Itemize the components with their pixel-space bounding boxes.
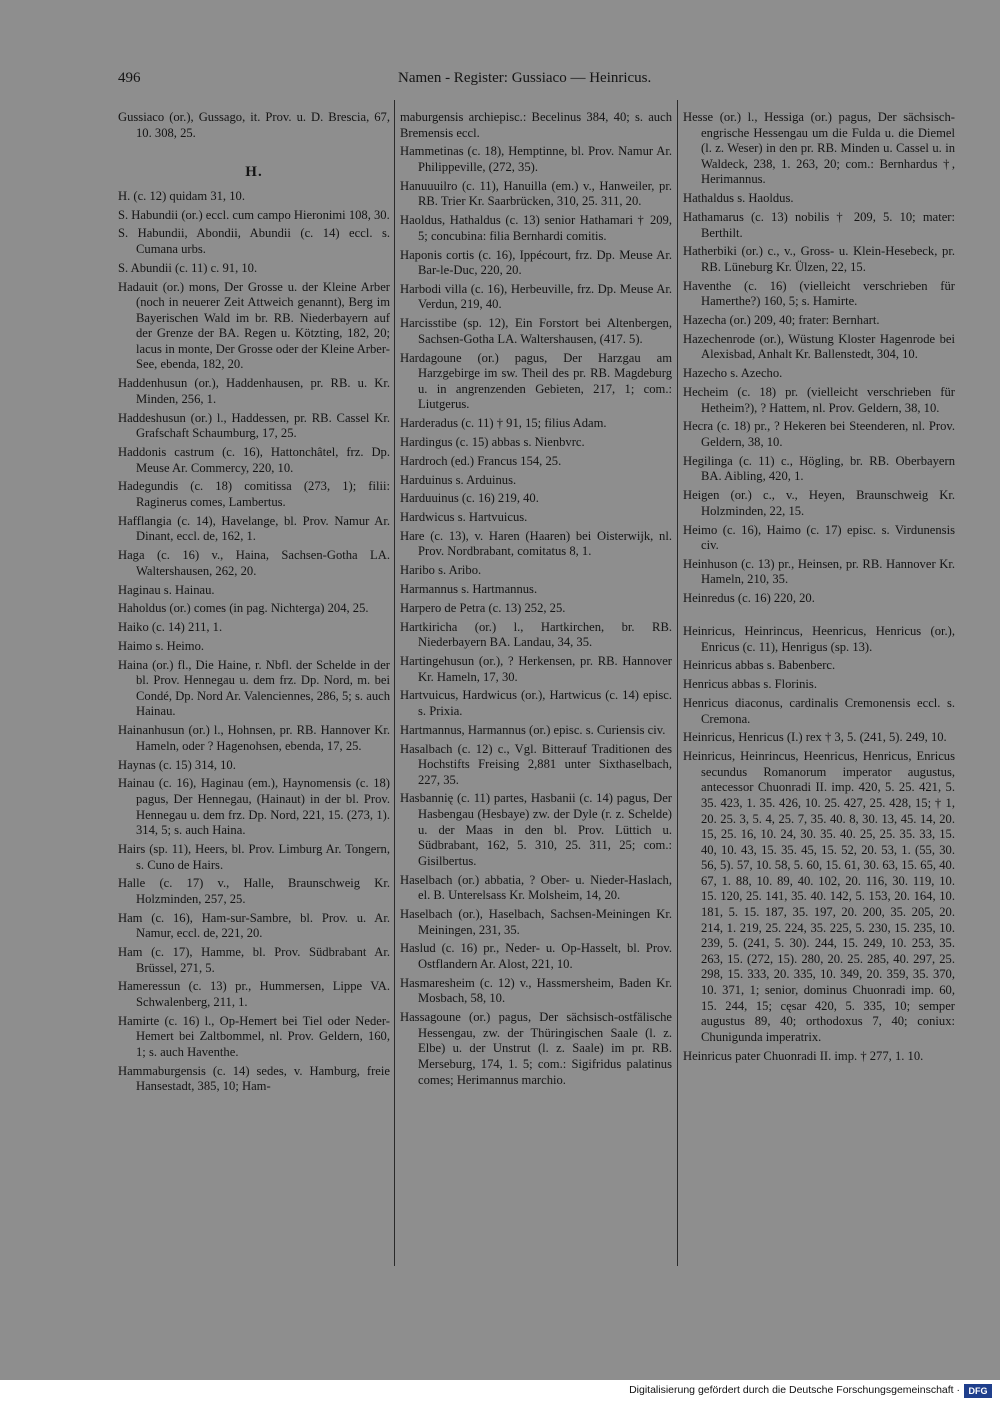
index-entry: Heinricus abbas s. Babenberc. bbox=[683, 658, 836, 673]
index-entry: Haribo s. Aribo. bbox=[400, 563, 482, 578]
index-entry: H. (c. 12) quidam 31, 10. bbox=[118, 188, 245, 203]
index-entry: S. Abundii (c. 11) c. 91, 10. bbox=[118, 260, 258, 275]
index-entry: Hatherbiki (or.) c., v., Gross- u. Klein-Hesebeck, pr. RB. Lüneburg Kr. Ülzen, 22, 15. bbox=[683, 244, 955, 274]
index-entry: Haginau s. Hainau. bbox=[118, 582, 215, 597]
index-entry: Haiko (c. 14) 211, 1. bbox=[118, 620, 223, 635]
index-entry: Hadauit (or.) mons, Der Grosse u. der Kleine Arber (noch in neuerer Zeit Attweich genannt), Berg im Bayerischen Wald im br. RB. Niederbayern auf der Grenze der BA. Regen u. Kötzting, 182, 20; lacus in monte, Der Grosse oder der Kleine Arber-See, ebenda, 182, 20. bbox=[118, 279, 390, 372]
index-entry: S. Habundii (or.) eccl. cum campo Hieronimi 108, 30. bbox=[118, 207, 390, 222]
index-entry: Heimo (c. 16), Haimo (c. 17) episc. s. Virdunensis civ. bbox=[683, 522, 955, 553]
index-entry: Hassagoune (or.) pagus, Der sächsisch-ostfälische Hessengau, zw. der Thüringischen Saale (l. z. Elbe) u. der Unstrut (l. z. Saale) im pr. RB. Merseburg, 174, 1. 5; com.: Sigifridus palatinus comes; Herimannus marchio. bbox=[400, 1010, 672, 1087]
index-entry: Haholdus (or.) comes (in pag. Nichterga) 204, 25. bbox=[118, 601, 369, 616]
index-entry: Hartkiricha (or.) l., Hartkirchen, br. RB. Niederbayern BA. Landau, 34, 35. bbox=[400, 619, 672, 650]
section-heading: H. bbox=[245, 164, 263, 181]
index-entry: Hecheim (c. 18) pr. (vielleicht verschrieben für Hetheim?), ? Hattem, nl. Prov. Geldern, 38, 10. bbox=[683, 385, 955, 415]
index-entry: Hathaldus s. Haoldus. bbox=[683, 191, 794, 206]
index-entry: Haselbach (or.) abbatia, ? Ober- u. Nieder-Haslach, el. B. Unterelsass Kr. Molsheim, 14, 20. bbox=[400, 872, 672, 903]
index-entry: Hathamarus (c. 13) nobilis † 209, 5. 10; mater: Berthilt. bbox=[683, 209, 955, 240]
index-entry: Hazecha (or.) 209, 40; frater: Bernhart. bbox=[683, 313, 880, 328]
index-entry: Hegilinga (c. 11) c., Högling, br. RB. Oberbayern BA. Aibling, 420, 1. bbox=[683, 453, 955, 484]
index-entry: Ham (c. 16), Ham-sur-Sambre, bl. Prov. u. Ar. Namur, eccl. de, 221, 20. bbox=[118, 910, 390, 941]
page-header bbox=[118, 70, 678, 94]
index-entry: Harcisstibe (sp. 12), Ein Forstort bei Altenbergen, Sachsen-Gotha LA. Waltershausen, (417. 5). bbox=[400, 316, 672, 346]
index-entry: Heinricus, Heinrincus, Heenricus, Henricus (or.), Enricus (c. 11), Henrigus (sp. 13). bbox=[683, 624, 955, 654]
index-entry: Hammetinas (c. 18), Hemptinne, bl. Prov. Namur Ar. Philippeville, (272, 35). bbox=[400, 144, 672, 174]
index-entry: Hameressun (c. 13) pr., Hummersen, Lippe VA. Schwalenberg, 211, 1. bbox=[118, 979, 390, 1009]
index-entry: Heinricus, Heinrincus, Heenricus, Henricus, Enricus secundus Romanorum imperator augustus, antecessor Chuonradi II. imp. 420, 5. 25. 421, 5. 35. 423, 1. 35. 426, 10. 25. 427, 25. 428, 15; † 1, 20. 25. 3, 5. 4, 25. 7, 35. 40. 8, 30. 13, 45. 14, 20. 15, 25. 16, 10. 24, 30. 35. 40. 25, 25. 35. 33, 15. 40, 10. 43, 15. 35. 45, 15. 52, 20. 53, 1. (55, 30. 56, 5). 57, 10. 58, 5. 60, 15. 61, 30. 63, 15. 65, 40. 67, 1. 88, 10. 89, 40. 102, 20. 116, 30. 119, 10. 15. 120, 25. 141, 35. 40. 142, 5. 153, 20. 164, 10. 181, 5. 15. 187, 35. 197, 20. 200, 35. 205, 20. 214, 1. 219, 25. 224, 35. 225, 5. 230, 15. 235, 10. 239, 5. (241, 5. 30). 244, 15. 249, 10. 253, 35. 263, 15. (272, 15). 280, 20. 25. 285, 40. 297, 25. 298, 15. 333, 20. 335, 10. 349, 20. 359, 35. 370, 10. 371, 1; senior, dominus Chuonradi imp. 60, 15. 244, 15; cęsar 420, 5. 335, 10; semper augustus 89, 40; orthodoxus 7, 40; coniux: Chunigunda imperatrix. bbox=[683, 749, 955, 1044]
index-entry: Haponis cortis (c. 16), Ippécourt, frz. Dp. Meuse Ar. Bar-le-Duc, 220, 20. bbox=[400, 247, 672, 278]
index-entry: Harderadus (c. 11) † 91, 15; filius Adam. bbox=[400, 416, 607, 431]
index-entry: Hecra (c. 18) pr., ? Hekeren bei Steenderen, nl. Prov. Geldern, 38, 10. bbox=[683, 419, 955, 449]
index-entry: Henricus abbas s. Florinis. bbox=[683, 677, 817, 692]
index-entry: Hardroch (ed.) Francus 154, 25. bbox=[400, 453, 562, 468]
dfg-logo: DFG bbox=[964, 1384, 992, 1398]
index-entry: Hartingehusun (or.), ? Herkensen, pr. RB. Hannover Kr. Hameln, 17, 30. bbox=[400, 653, 672, 684]
index-entry: Hafflangia (c. 14), Havelange, bl. Prov. Namur Ar. Dinant, eccl. de, 162, 1. bbox=[118, 513, 390, 544]
index-entry: Haoldus, Hathaldus (c. 13) senior Hathamari † 209, 5; concubina: filia Bernhardi comitis. bbox=[400, 213, 672, 243]
index-entry: Haynas (c. 15) 314, 10. bbox=[118, 757, 236, 772]
index-entry: Hazecho s. Azecho. bbox=[683, 366, 783, 381]
index-entry: Haselbach (or.), Haselbach, Sachsen-Meiningen Kr. Meiningen, 231, 35. bbox=[400, 907, 672, 937]
index-entry: Hesse (or.) l., Hessiga (or.) pagus, Der sächsisch-engrische Hessengau um die Fulda u. die Diemel (l. z. Weser) in den pr. RB. Minden u. Cassel u. in Waldeck, 238, 1. 263, 20; com.: Bernhardus †, Herimannus. bbox=[683, 110, 955, 187]
index-entry: S. Habundii, Abondii, Abundii (c. 14) eccl. s. Cumana urbs. bbox=[118, 226, 390, 256]
index-entry: Haina (or.) fl., Die Haine, r. Nbfl. der Schelde in der bl. Prov. Hennegau u. dem frz. Dp. Nord, m. bei Condé, Dp. Nord Ar. Valenciennes, 286, 5; s. auch Hainau. bbox=[118, 657, 390, 719]
index-entry: Haddonis castrum (c. 16), Hattonchâtel, frz. Dp. Meuse Ar. Commercy, 220, 10. bbox=[118, 445, 390, 475]
index-entry: Hainanhusun (or.) l., Hohnsen, pr. RB. Hannover Kr. Hameln, oder ? Hagenohsen, ebenda, 17, 25. bbox=[118, 723, 390, 753]
footer-bar bbox=[0, 1380, 1000, 1402]
funding-credit: Digitalisierung gefördert durch die Deutsche Forschungsgemeinschaft · bbox=[629, 1384, 960, 1396]
index-entry: Hainau (c. 16), Haginau (em.), Haynomensis (c. 18) pagus, Der Hennegau, (Hainaut) in der bl. Prov. Hennegau u. dem frz. Dp. Nord, 221, 15. (273, 1). 314, 5; s. auch Haina. bbox=[118, 776, 390, 838]
index-entry: Haimo s. Heimo. bbox=[118, 638, 205, 653]
index-entry: Harpero de Petra (c. 13) 252, 25. bbox=[400, 600, 566, 615]
index-entry: Haventhe (c. 16) (vielleicht verschrieben für Hamerthe?) 160, 5; s. Hamirte. bbox=[683, 278, 955, 309]
index-entry: Harduuinus (c. 16) 219, 40. bbox=[400, 491, 539, 506]
index-entry: Harduinus s. Arduinus. bbox=[400, 472, 517, 487]
index-entry: Ham (c. 17), Hamme, bl. Prov. Südbrabant Ar. Brüssel, 271, 5. bbox=[118, 945, 390, 975]
page-number: 496 bbox=[118, 70, 141, 86]
index-entry: Hartmannus, Harmannus (or.) episc. s. Curiensis civ. bbox=[400, 722, 666, 737]
index-entry: Hasbannię (c. 11) partes, Hasbanii (c. 14) pagus, Der Hasbengau (Hesbaye) zw. der Dyle (r. z. Schelde) u. der Maas in den bl. Prov. Lüttich u. Südbrabant, 162, 5. 310, 25. 311, 25; com.: Gisilbertus. bbox=[400, 791, 672, 868]
index-entry: Heinricus, Henricus (I.) rex † 3, 5. (241, 5). 249, 10. bbox=[683, 730, 947, 745]
column-1 bbox=[118, 110, 390, 1098]
index-entry: Hasmaresheim (c. 12) v., Hassmersheim, Baden Kr. Mosbach, 58, 10. bbox=[400, 975, 672, 1006]
index-entry: Hardwicus s. Hartvuicus. bbox=[400, 510, 528, 525]
index-entry: Harmannus s. Hartmannus. bbox=[400, 582, 538, 597]
column-2 bbox=[400, 110, 672, 1091]
index-entry: Heinredus (c. 16) 220, 20. bbox=[683, 591, 815, 606]
index-entry: Hairs (sp. 11), Heers, bl. Prov. Limburg Ar. Tongern, s. Cuno de Hairs. bbox=[118, 841, 390, 872]
index-entry: Hardagoune (or.) pagus, Der Harzgau am Harzgebirge im sw. Theil des pr. RB. Magdeburg u. in angrenzenden Gebieten, 217, 1; com.: Liutgerus. bbox=[400, 350, 672, 412]
index-entry: Hasalbach (c. 12) c., Vgl. Bitterauf Traditionen des Hochstifts Freising 2,881 unter Sixthaselbach, 227, 35. bbox=[400, 741, 672, 787]
column-divider-2 bbox=[677, 100, 678, 1266]
index-entry: Hare (c. 13), v. Haren (Haaren) bei Oisterwijk, nl. Prov. Nordbrabant, comitatus 8, 1. bbox=[400, 528, 672, 559]
continuation-entry: maburgensis archiepisc.: Becelinus 384, 40; s. auch Bremensis eccl. bbox=[400, 110, 672, 140]
index-entry: Hamirte (c. 16) l., Op-Hemert bei Tiel oder Neder-Hemert bei Zaltbommel, nl. Prov. Geldern, 160, 1; s. auch Haventhe. bbox=[118, 1013, 390, 1059]
index-entry: Hadegundis (c. 18) comitissa (273, 1); filii: Raginerus comes, Lambertus. bbox=[118, 479, 390, 509]
running-title: Namen - Register: Gussiaco — Heinricus. bbox=[398, 70, 652, 86]
index-entry: Heinhuson (c. 13) pr., Heinsen, pr. RB. Hannover Kr. Hameln, 210, 35. bbox=[683, 556, 955, 587]
index-entry: Henricus diaconus, cardinalis Cremonensis eccl. s. Cremona. bbox=[683, 695, 955, 726]
column-divider-1 bbox=[394, 100, 395, 1266]
index-entry: Gussiaco (or.), Gussago, it. Prov. u. D. Brescia, 67, 10. 308, 25. bbox=[118, 110, 390, 140]
index-entry: Halle (c. 17) v., Halle, Braunschweig Kr. Holzminden, 257, 25. bbox=[118, 876, 390, 906]
index-entry: Haddeshusun (or.) l., Haddessen, pr. RB. Cassel Kr. Grafschaft Schaumburg, 17, 25. bbox=[118, 410, 390, 441]
index-entry: Haddenhusun (or.), Haddenhausen, pr. RB. u. Kr. Minden, 256, 1. bbox=[118, 376, 390, 406]
index-entry: Hazechenrode (or.), Wüstung Kloster Hagenrode bei Alexisbad, Anhalt Kr. Ballenstedt, 304, 10. bbox=[683, 331, 955, 362]
index-entry: Hartvuicus, Hardwicus (or.), Hartwicus (c. 14) episc. s. Prixia. bbox=[400, 688, 672, 718]
index-entry: Harbodi villa (c. 16), Herbeuville, frz. Dp. Meuse Ar. Verdun, 219, 40. bbox=[400, 281, 672, 312]
index-entry: Hanuuuilro (c. 11), Hanuilla (em.) v., Hanweiler, pr. RB. Trier Kr. Saarbrücken, 310, 25. 311, 20. bbox=[400, 178, 672, 209]
index-entry: Haga (c. 16) v., Haina, Sachsen-Gotha LA. Waltershausen, 262, 20. bbox=[118, 548, 390, 578]
index-entry: Hardingus (c. 15) abbas s. Nienbvrc. bbox=[400, 434, 585, 449]
index-entry: Heinricus pater Chuonradi II. imp. † 277, 1. 10. bbox=[683, 1048, 924, 1063]
index-entry: Hammaburgensis (c. 14) sedes, v. Hamburg, freie Hansestadt, 385, 10; Ham- bbox=[118, 1063, 390, 1094]
column-3 bbox=[683, 110, 955, 1067]
index-entry: Haslud (c. 16) pr., Neder- u. Op-Hasselt, bl. Prov. Ostflandern Ar. Alost, 221, 10. bbox=[400, 941, 672, 971]
index-entry: Heigen (or.) c., v., Heyen, Braunschweig Kr. Holzminden, 22, 15. bbox=[683, 488, 955, 518]
